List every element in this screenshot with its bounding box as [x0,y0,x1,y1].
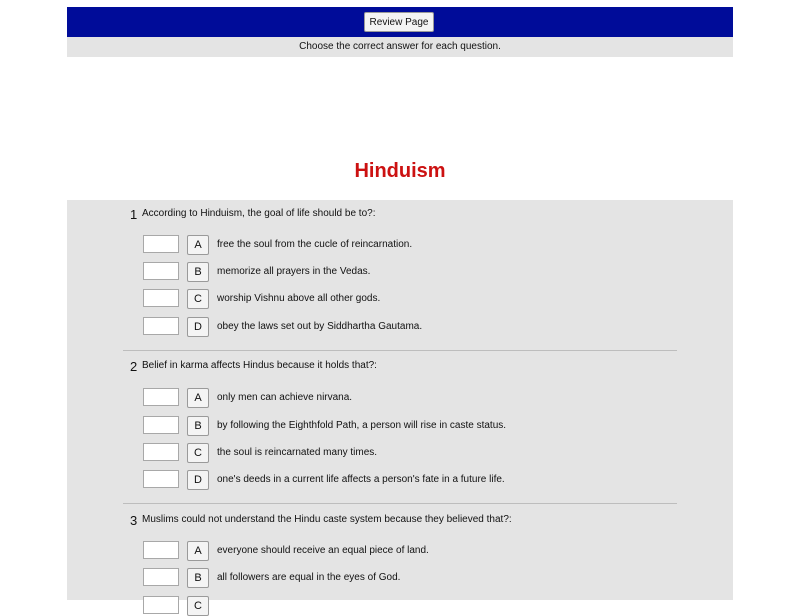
choice-c-button[interactable]: C [187,596,209,616]
choice-c-button[interactable]: C [187,289,209,309]
answer-text: all followers are equal in the eyes of God. [217,572,401,583]
answer-input[interactable] [143,289,179,307]
review-page-button[interactable]: Review Page [364,12,434,32]
answer-input[interactable] [143,568,179,586]
answer-input[interactable] [143,262,179,280]
question-text: Belief in karma affects Hindus because it holds that?: [142,360,377,371]
answer-option-1b [143,262,703,282]
answer-input[interactable] [143,596,179,614]
choice-a-button[interactable]: A [187,388,209,408]
answer-text: obey the laws set out by Siddhartha Gautama. [217,321,423,332]
choice-b-button[interactable]: B [187,262,209,282]
answer-option-2a [143,388,703,408]
answer-option-3c [143,596,703,612]
question-number: 2 [130,359,138,374]
answer-input[interactable] [143,235,179,253]
answer-option-3a [143,541,703,561]
answer-input[interactable] [143,470,179,488]
answer-option-1a [143,235,703,255]
answer-text: worship Vishnu above all other gods. [217,293,381,304]
answer-text: the soul is reincarnated many times. [217,447,378,458]
answer-option-3b [143,568,703,588]
answer-text: everyone should receive an equal piece of land. [217,545,429,556]
answer-input[interactable] [143,541,179,559]
choice-a-button[interactable]: A [187,541,209,561]
answer-text: free the soul from the cucle of reincarnation. [217,239,413,250]
choice-c-button[interactable]: C [187,443,209,463]
answer-text: one's deeds in a current life affects a person's fate in a future life. [217,474,505,485]
choice-d-button[interactable]: D [187,317,209,337]
answer-option-2d [143,470,703,490]
question-text: According to Hinduism, the goal of life should be to?: [142,208,376,219]
choice-a-button[interactable]: A [187,235,209,255]
answer-option-2b [143,416,703,436]
answer-input[interactable] [143,443,179,461]
question-number: 3 [130,513,138,528]
quiz-area [67,200,733,612]
instructions-text: Choose the correct answer for each question. [67,37,733,57]
question-text: Muslims could not understand the Hindu caste system because they believed that?: [142,514,512,525]
question-divider [123,503,677,504]
answer-text: only men can achieve nirvana. [217,392,353,403]
answer-text: by following the Eighthfold Path, a person will rise in caste status. [217,420,507,431]
question-divider [123,350,677,351]
page-title: Hinduism [354,160,446,182]
answer-option-1d [143,317,703,337]
choice-b-button[interactable]: B [187,416,209,436]
top-bar [67,7,733,37]
choice-d-button[interactable]: D [187,470,209,490]
answer-input[interactable] [143,388,179,406]
answer-text: memorize all prayers in the Vedas. [217,266,371,277]
answer-option-2c [143,443,703,463]
answer-input[interactable] [143,317,179,335]
choice-b-button[interactable]: B [187,568,209,588]
answer-option-1c [143,289,703,309]
question-number: 1 [130,207,138,222]
answer-input[interactable] [143,416,179,434]
